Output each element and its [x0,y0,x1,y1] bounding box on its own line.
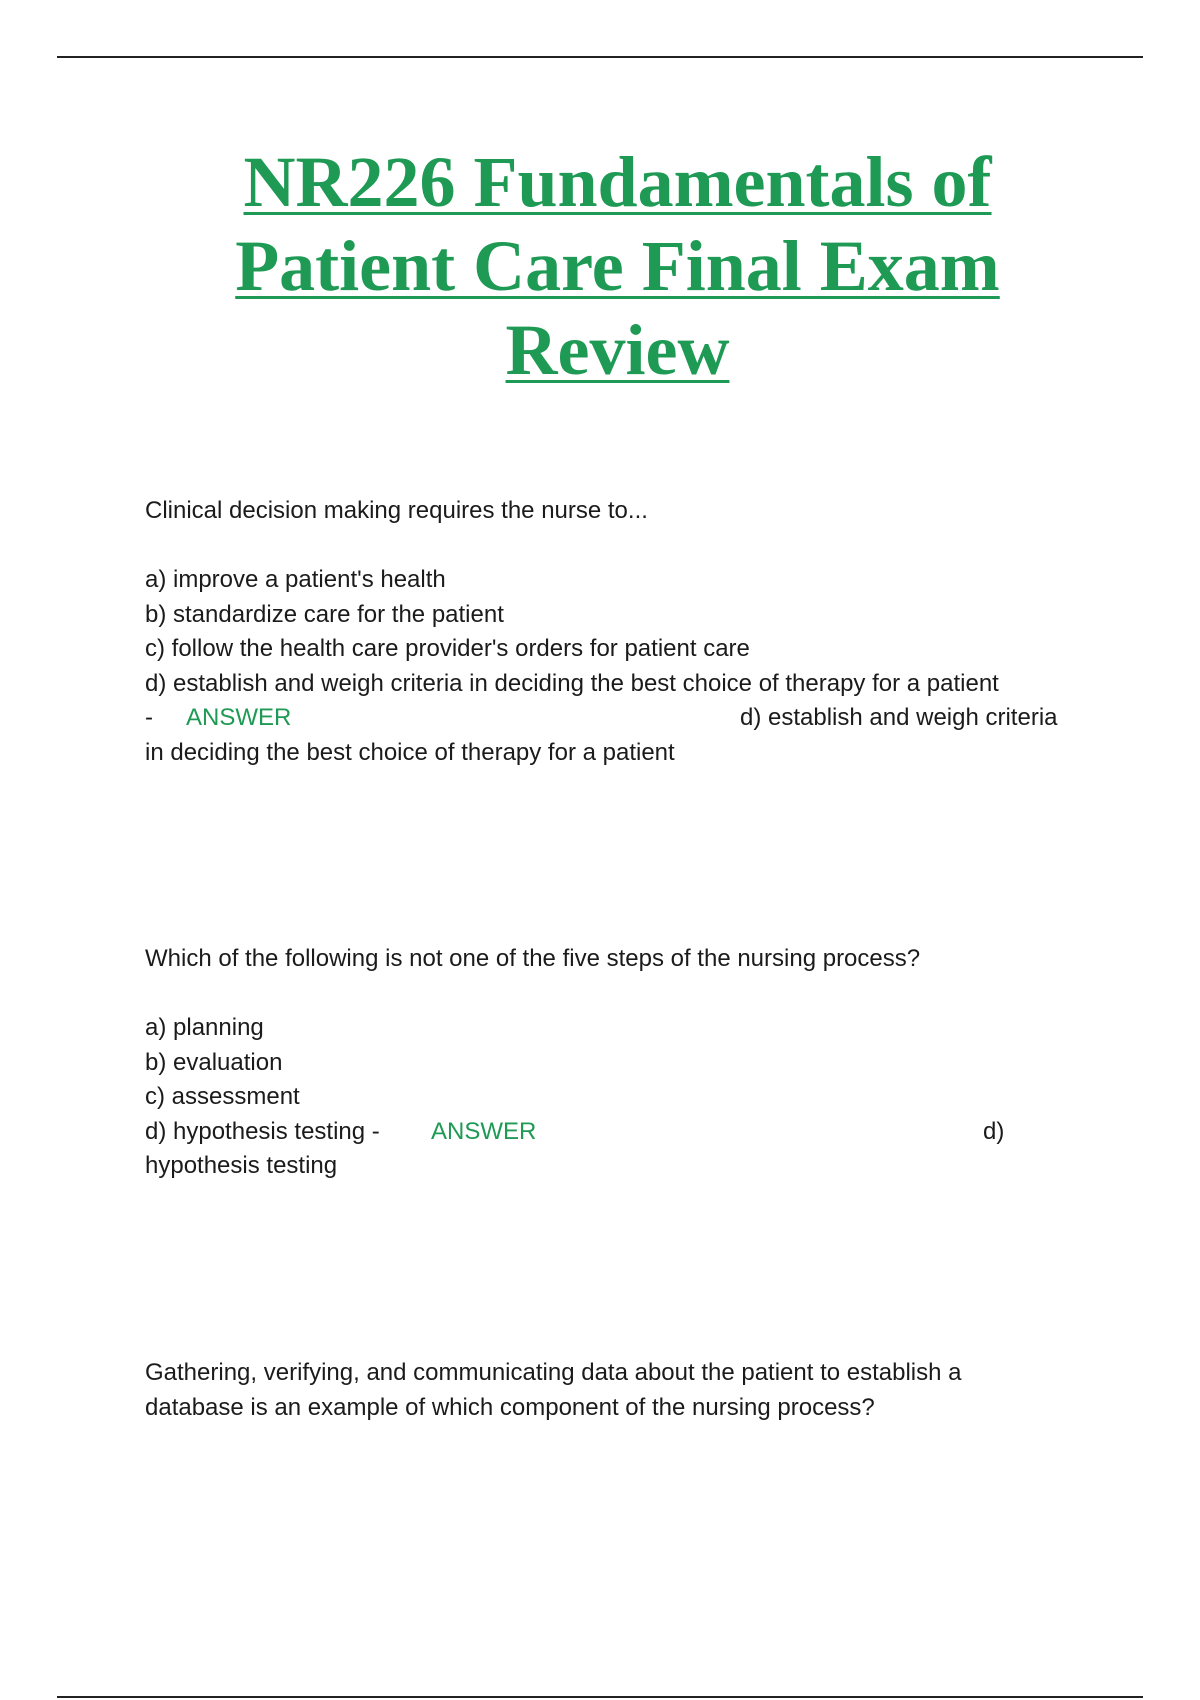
question-prompt-line-2: database is an example of which component of the nursing process? [145,1393,875,1421]
answer-text: d) establish and weigh criteria [740,704,1058,731]
answer-line [145,701,1105,736]
document-title [150,140,1085,392]
title-line-3: Review [505,310,730,390]
option-c: c) follow the health care provider's orders for patient care [145,635,750,662]
title-line-2: Patient Care Final Exam [235,226,1000,306]
question-block-2 [145,942,1105,1184]
answer-label: ANSWER [186,704,292,731]
question-prompt-line-1: Gathering, verifying, and communicating data about the patient to establish a [145,1359,962,1386]
answer-text-continued: in deciding the best choice of therapy for a patient [145,738,675,766]
answer-label: ANSWER [431,1117,537,1145]
option-d: d) establish and weigh criteria in deciding the best choice of therapy for a patient [145,669,999,697]
option-b: b) evaluation [145,1048,283,1076]
option-a: a) planning [145,1014,264,1041]
answer-text-continued: hypothesis testing [145,1152,338,1179]
option-a: a) improve a patient's health [145,566,446,593]
option-b: b) standardize care for the patient [145,600,504,628]
question-prompt: Clinical decision making requires the nurse to... [145,497,648,524]
answer-dash: - [145,704,153,731]
top-rule [57,56,1143,58]
title-line-1: NR226 Fundamentals of [243,142,992,222]
bottom-rule [57,1696,1143,1698]
option-c: c) assessment [145,1083,300,1110]
answer-line [145,1115,1105,1150]
option-d: d) hypothesis testing - [145,1117,380,1145]
answer-text: d) [983,1117,1005,1145]
question-block-3 [145,1356,1105,1425]
question-block-1 [145,494,1105,770]
question-prompt: Which of the following is not one of the five steps of the nursing process? [145,945,921,972]
